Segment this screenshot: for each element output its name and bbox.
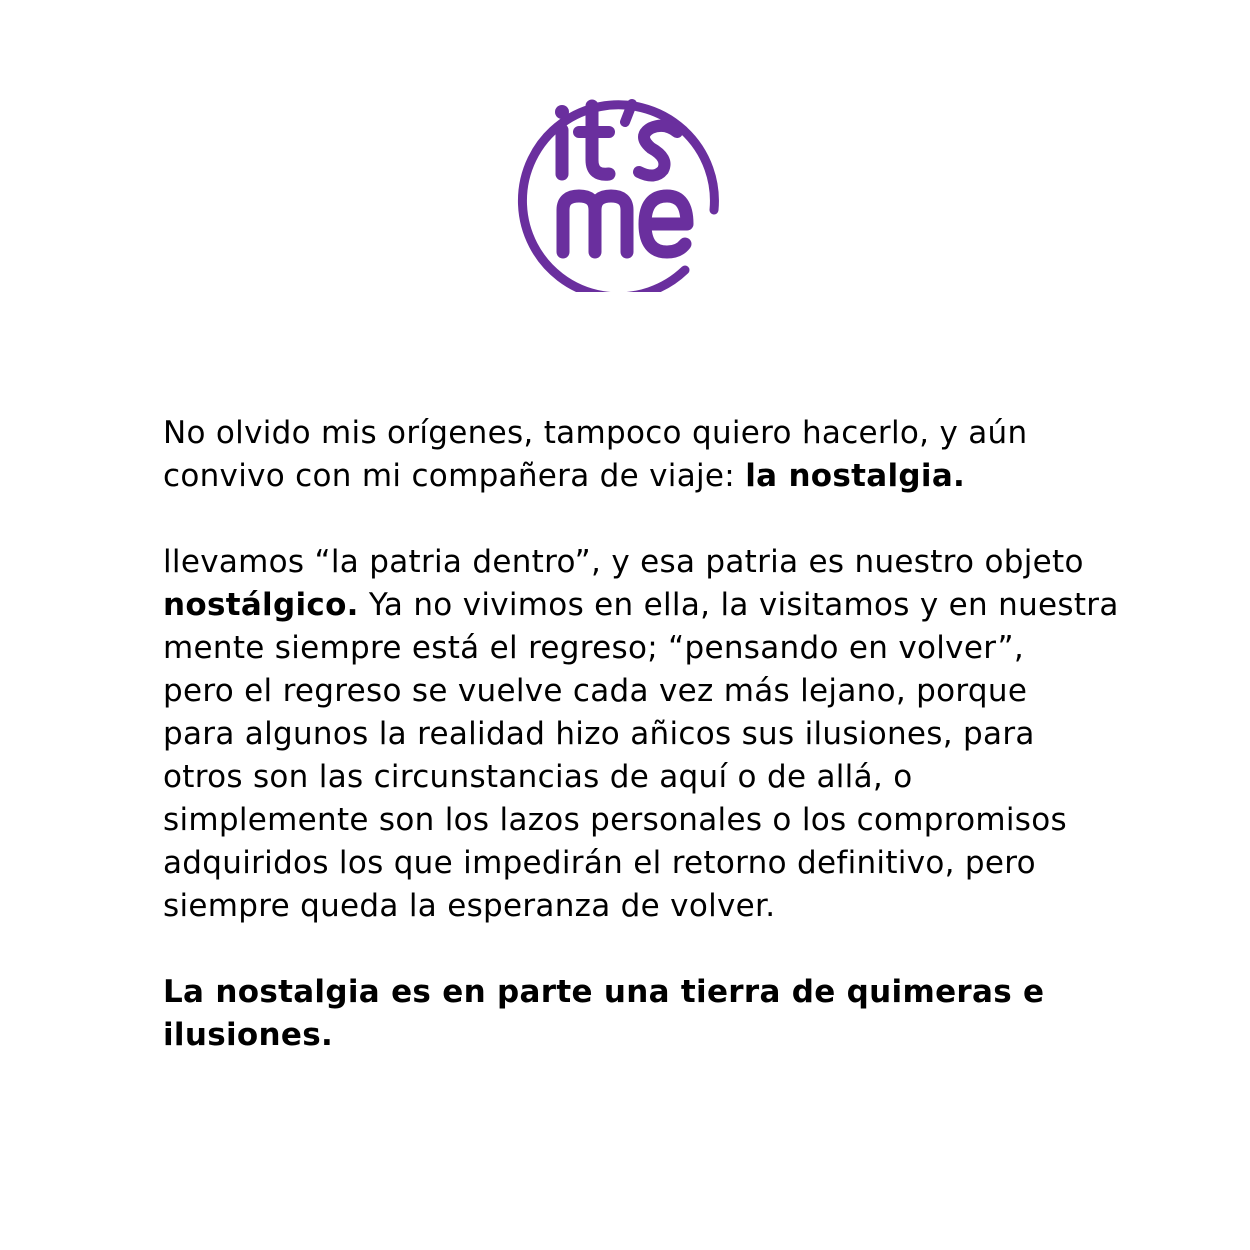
paragraph — [163, 541, 1183, 928]
text-line — [163, 584, 1183, 627]
text-line — [163, 541, 1183, 584]
text-run: siempre queda la esperanza de volver. — [163, 888, 776, 924]
text-line — [163, 713, 1183, 756]
text-run: para algunos la realidad hizo añicos sus ilusiones, para — [163, 716, 1035, 752]
text-line — [163, 885, 1183, 928]
paragraph — [163, 971, 1183, 1057]
text-line — [163, 670, 1183, 713]
bold-text: La nostalgia es en parte una tierra de quimeras e — [163, 974, 1045, 1010]
text-run: llevamos “la patria dentro”, y esa patria es nuestro objeto — [163, 544, 1084, 580]
text-line — [163, 627, 1183, 670]
text-run: Ya no vivimos en ella, la visitamos y en nuestra — [358, 587, 1119, 623]
text-line — [163, 842, 1183, 885]
paragraph — [163, 412, 1183, 498]
text-run: otros son las circunstancias de aquí o de allá, o — [163, 759, 913, 795]
text-run: pero el regreso se vuelve cada vez más lejano, porque — [163, 673, 1028, 709]
bold-text: la nostalgia. — [745, 458, 966, 494]
text-run: adquiridos los que impedirán el retorno definitivo, pero — [163, 845, 1036, 881]
text-line — [163, 756, 1183, 799]
text-run: No olvido mis orígenes, tampoco quiero hacerlo, y aún — [163, 415, 1028, 451]
body-text — [163, 412, 1183, 1057]
logo-graphic — [517, 92, 729, 292]
text-run: mente siempre está el regreso; “pensando en volver”, — [163, 630, 1025, 666]
text-line — [163, 971, 1183, 1014]
bold-text: ilusiones. — [163, 1017, 334, 1053]
bold-text: nostálgico. — [163, 587, 359, 623]
its-me-logo — [517, 92, 729, 292]
text-run: convivo con mi compañera de viaje: — [163, 458, 746, 494]
text-line — [163, 1014, 1183, 1057]
text-line — [163, 455, 1183, 498]
text-line — [163, 412, 1183, 455]
text-run: simplemente son los lazos personales o los compromisos — [163, 802, 1067, 838]
text-line — [163, 799, 1183, 842]
